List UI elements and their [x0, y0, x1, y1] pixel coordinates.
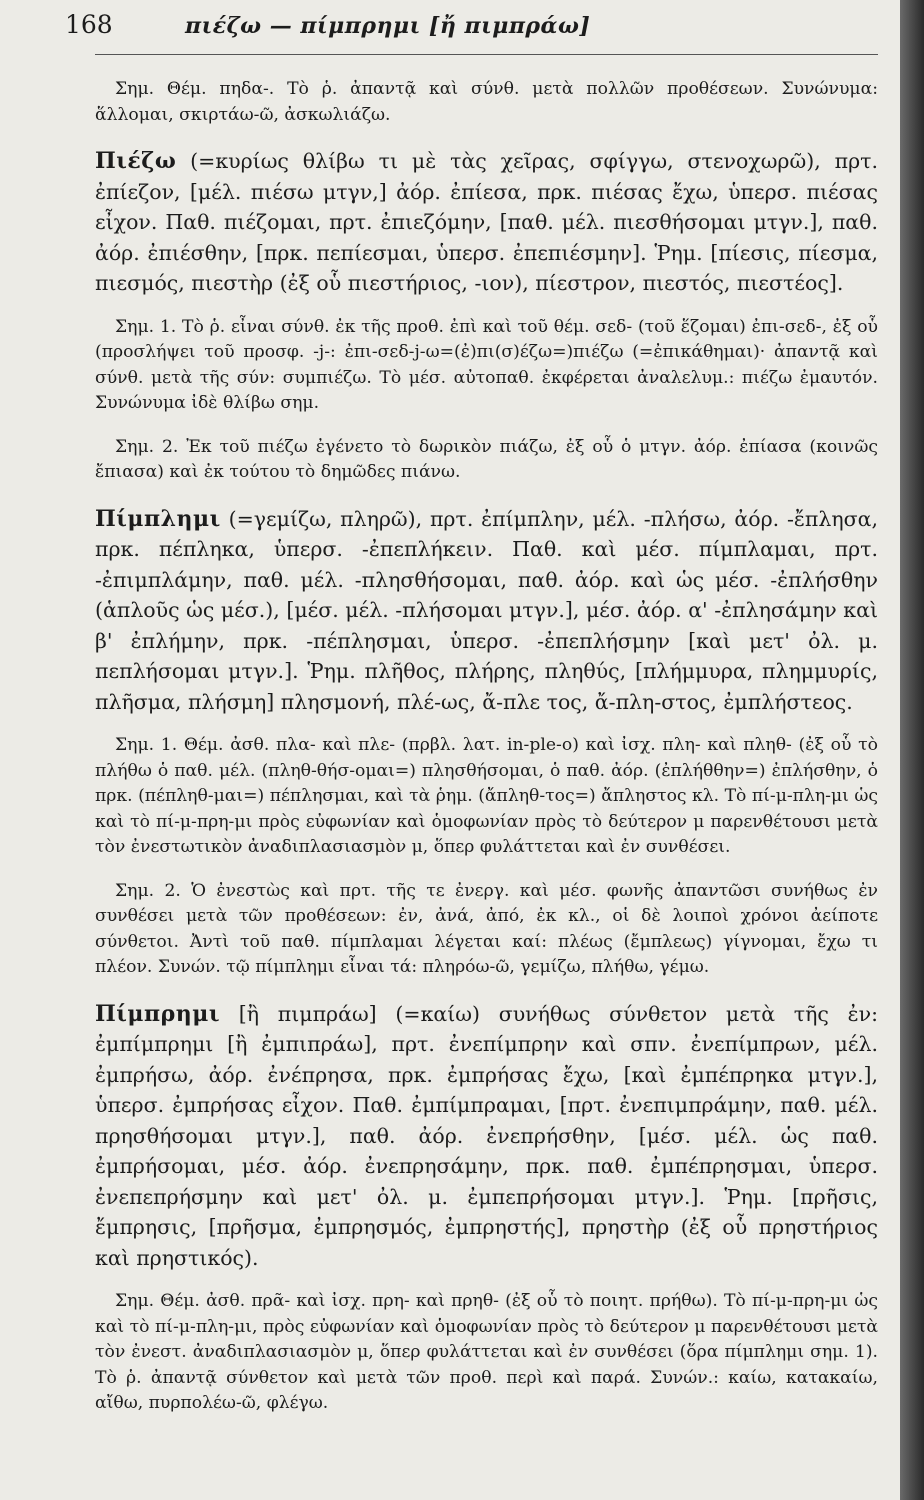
note-block: Σημ. 2. Ὁ ἐνεστὼς καὶ πρτ. τῆς τε ἐνεργ. καὶ μέσ. φωνῆς ἀπαντῶσι συνήθως ἐν συνθέσει μετὰ τῶν προθέσεων: ἐν, ἀνά, ἀπό, ἐκ κλ., οἱ δὲ λοιποὶ χρόνοι ἀείποτε σύνθετοι. Ἀντὶ τοῦ παθ. πίμπλαμαι λέγεται καί: πλέως (ἔμπλεως) γίγνομαι, ἔχω τι πλέον. Συνών. τῷ πίμπλημι εἶναι τά: πληρόω-ῶ, γεμίζω, πλήθω, γέμω.	[95, 880, 878, 977]
dictionary-entry-piezo	[95, 146, 878, 299]
entry-text: (=γεμίζω, πληρῶ), πρτ. ἐπίμπλην, μέλ. -πλήσω, ἀόρ. -ἔπλησα, πρκ. πέπληκα, ὑπερσ. -ἐπεπλήκειν. Παθ. καὶ μέσ. πίμπλαμαι, πρτ. -ἐπιμπλάμην, παθ. μέλ. -πλησθήσομαι, παθ. ἀόρ. καὶ ὡς μέσ. -ἐπλήσθην (ἁπλοῦς ὡς μέσ.), [μέσ. μέλ. -πλήσομαι μτγν.], μέσ. ἀόρ. α' -ἐπλησάμην καὶ β' ἐπλήμην, πρκ. -πέπλησμαι, ὑπερσ. -ἐπεπλήσμην [καὶ μετ' ὀλ. μ. πεπλήσομαι μτγν.]. Ῥημ. πλῆθος, πλήρης, πληθύς, [πλήμμυρα, πλημμυρίς, πλῆσμα, πλήσμη] πλησμονή, πλέ-ως, ἄ-πλε τος, ἄ-πλη-στος, ἐμπλήστεος.	[95, 506, 878, 714]
note-block: Σημ. 2. Ἐκ τοῦ πιέζω ἐγένετο τὸ δωρικὸν πιάζω, ἐξ οὗ ὁ μτγν. ἀόρ. ἐπίασα (κοινῶς ἔπιασα) καὶ ἐκ τούτου τὸ δημῶδες πιάνω.	[95, 436, 878, 482]
entry-text: (=κυρίως θλίβω τι μὲ τὰς χεῖρας, σφίγγω, στενοχωρῶ), πρτ. ἐπίεζον, [μέλ. πιέσω μτγν,] ἀόρ. ἐπίεσα, πρκ. πιέσας ἔχω, ὑπερσ. πιέσας εἶχον. Παθ. πιέζομαι, πρτ. ἐπιεζόμην, [παθ. μέλ. πιεσθήσομαι μτγν.], παθ. ἀόρ. ἐπιέσθην, [πρκ. πεπίεσμαι, ὑπερσ. ἐπεπιέσμην]. Ῥημ. [πίεσις, πίεσμα, πιεσμός, πιεστὴρ (ἐξ οὗ πιεστήριος, -ιον), πίεστρον, πιεστός, πιεστέος].	[95, 149, 878, 295]
lemma-headword: Πίμπρημι	[95, 1000, 220, 1027]
note-block: Σημ. Θέμ. ἀσθ. πρᾶ- καὶ ἰσχ. πρη- καὶ πρηθ- (ἐξ οὗ τὸ ποιητ. πρήθω). Τὸ πί-μ-πρη-μι ὡς καὶ τὸ πί-μ-πλη-μι, πρὸς εὐφωνίαν καὶ ὁμοφωνίαν πρὸς τὸ δεύτερον μ παρενθέτουσι μετὰ τὸν ἐνεστ. ἀναδιπλασιασμὸν μ, ὅπερ φυλάττεται καὶ ἐν συνθέσει (ὅρα πίμπλημι σημ. 1). Τὸ ῥ. ἀπαντᾷ σύνθετον καὶ μετὰ τῶν προθ. περὶ καὶ παρά. Συνών.: καίω, κατακαίω, αἴθω, πυρπολέω-ῶ, φλέγω.	[95, 1291, 878, 1413]
dictionary-entry-pimpremi	[95, 999, 878, 1274]
note-block: Σημ. Θέμ. πηδα-. Τὸ ῥ. ἀπαντᾷ καὶ σύνθ. μετὰ πολλῶν προθέσεων. Συνώνυμα: ἅλλομαι, σκιρτάω-ῶ, ἀσκωλιάζω.	[95, 79, 878, 125]
running-head: πιέζω — πίμπρημι [ἤ πιμπράω]	[185, 13, 591, 39]
page-header	[65, 10, 878, 55]
note-block: Σημ. 1. Τὸ ῥ. εἶναι σύνθ. ἐκ τῆς προθ. ἐπὶ καὶ τοῦ θέμ. σεδ- (τοῦ ἕζομαι) ἐπι-σεδ-, ἐξ οὗ (προσλήψει τοῦ προσφ. -j-: ἐπι-σεδ-j-ω=(ἐ)πι(σ)έζω=)πιέζω (=ἐπικάθημαι)· ἀπαντᾷ καὶ σύνθ. μετὰ τῆς σύν: συμπιέζω. Τὸ μέσ. αὐτοπαθ. ἐκφέρεται ἀναλελυμ.: πιέζω ἐμαυτόν. Συνώνυμα ἰδὲ θλίβω σημ.	[95, 316, 878, 413]
entry-text: [ἢ πιμπράω] (=καίω) συνήθως σύνθετον μετὰ τῆς ἐν: ἐμπίμπρημι [ἢ ἐμπιπράω], πρτ. ἐνεπίμπρην καὶ σπν. ἐνεπίμπρων, μέλ. ἐμπρήσω, ἀόρ. ἐνέπρησα, πρκ. ἐμπρήσας ἔχω, [καὶ ἐμπέπρηκα μτγν.], ὑπερσ. ἐμπρήσας εἶχον. Παθ. ἐμπίμπραμαι, [πρτ. ἐνεπιμπράμην, παθ. μέλ. πρησθήσομαι μτγν.], παθ. ἀόρ. ἐνεπρήσθην, [μέσ. μέλ. ὡς παθ. ἐμπρήσομαι, μέσ. ἀόρ. ἐνεπρησάμην, πρκ. παθ. ἐμπέπρησμαι, ὑπερσ. ἐνεπεπρήσμην καὶ μετ' ὀλ. μ. ἐμπεπρήσομαι μτγν.]. Ῥημ. [πρῆσις, ἔμπρησις, [πρῆσμα, ἐμπρησμός, ἐμπρηστής], πρηστὴρ (ἐξ οὗ πρηστήριος καὶ πρηστικός).	[95, 1001, 878, 1270]
page-number: 168	[65, 10, 113, 39]
page-edge	[900, 0, 924, 1500]
note-block: Σημ. 1. Θέμ. ἀσθ. πλα- καὶ πλε- (πρβλ. λατ. in-ple-o) καὶ ἰσχ. πλη- καὶ πληθ- (ἐξ οὗ τὸ πλήθω ὁ παθ. μέλ. (πληθ-θήσ-ομαι=) πλησθήσομαι, ὁ παθ. ἀόρ. (ἐπλήθθην=) ἐπλήσθην, ὁ πρκ. (πέπληθ-μαι=) πέπλησμαι, καὶ τὰ ῥημ. (ἄπληθ-τος=) ἄπληστος κλ. Τὸ πί-μ-πλη-μι ὡς καὶ τὸ πί-μ-πρη-μι πρὸς εὐφωνίαν καὶ ὁμοφωνίαν πρὸς τὸ δεύτερον μ παρενθέτουσι μετὰ τὸν ἐνεστωτικὸν ἀναδιπλασιασμὸν μ, ὅπερ φυλάττεται καὶ ἐν συνθέσει.	[95, 735, 878, 857]
lemma-headword: Πίμπλημι	[95, 505, 221, 532]
lemma-headword: Πιέζω	[95, 148, 177, 174]
dictionary-entry-pimplemi	[95, 504, 878, 718]
